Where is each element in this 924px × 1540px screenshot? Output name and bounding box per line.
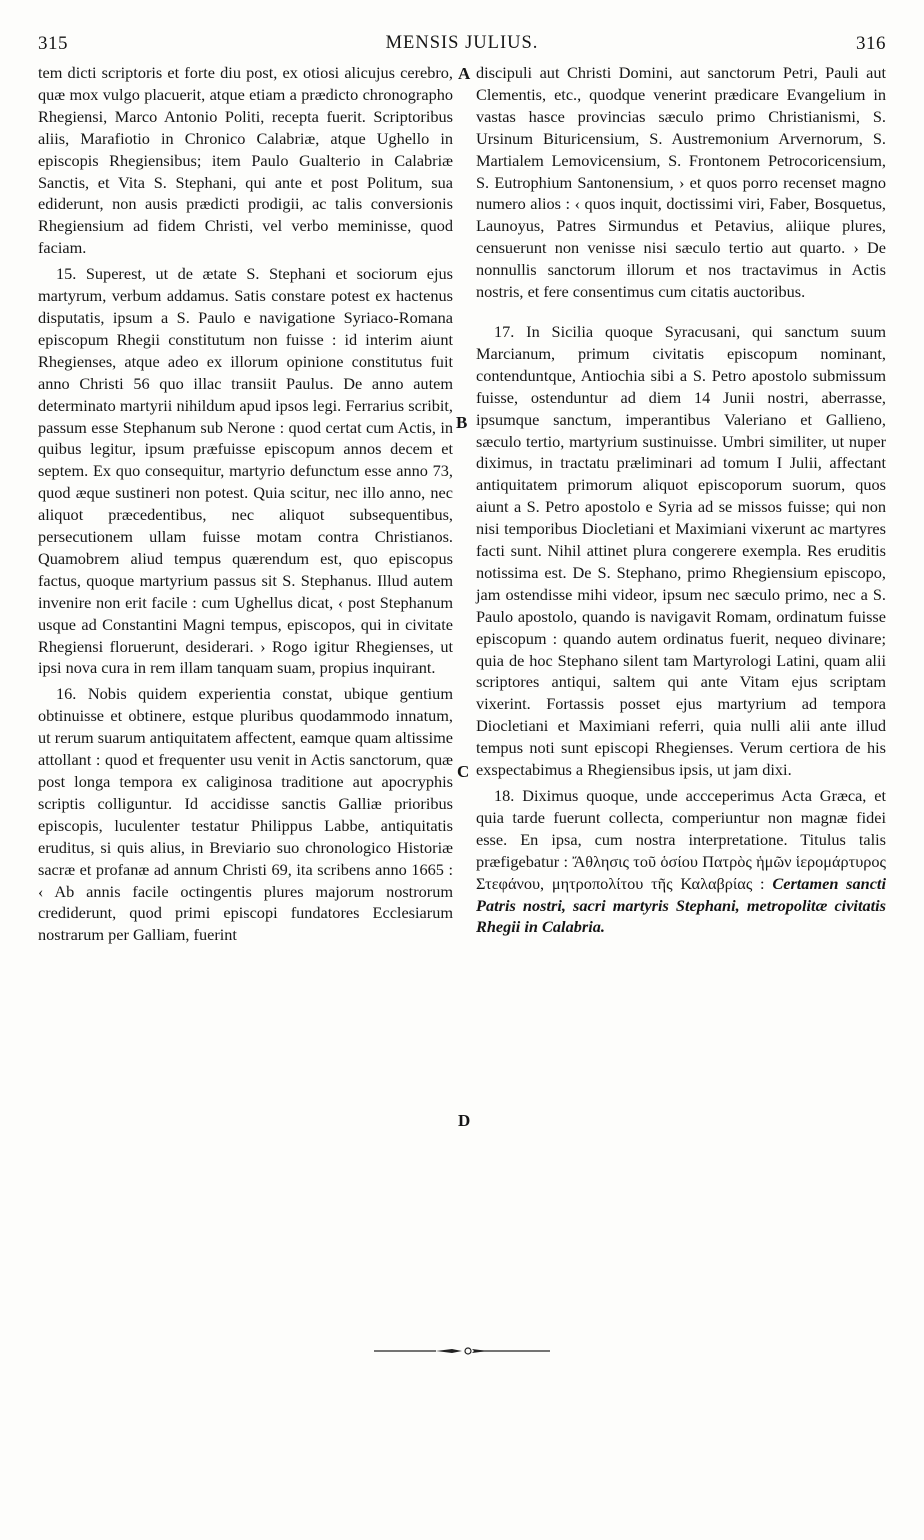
right-column — [476, 62, 886, 938]
paragraph-number: 17. — [494, 321, 515, 341]
paragraph-number: 15. — [56, 264, 77, 284]
paragraph-text: Superest, ut de ætate S. Stephani et sociorum ejus martyrum, verbum addamus. Satis constare potest ex hactenus disputatis, ipsum a S. Paulo e navigatione Syriaco-Romana episcopum Rhegii constitutum non fuisse : id interim aiunt Rhegienses, atque adeo ex illorum opinione constitutus fuit anno Christi 56 quo illac transiit Paulus. De anno autem determinato martyrii nihildum apud ipsos legi. Ferrarius scribit, passum esse Stephanum sub Nerone : quod certat cum Actis, in quibus legitur, ipsum præfuisse episcopum annos decem et septem. Ex quo consequitur, martyrio defunctum esse anno 73, quod æque sustineri non potest. Quia scitur, nec illo anno, nec aliquot præcedentibus, nec aliquot subsequentibus, persecutionem ullam fuisse motam contra Christianos. Quamobrem aliud tempus quærendum est, quo episcopus factus, quoque martyrium passus sit S. Stephanus. Illud autem invenire non erit facile : cum Ughellus dicat, ‹ post Stephanum usque ad Constantini Magni tempus, episcopos, qui in civitate Rhegiensi floruerunt, desiderari. › Rogo igitur Rhegienses, ut ipsi nova cura in rem illam tanquam suam, propius inquirant. — [38, 264, 453, 678]
page-number-right: 316 — [856, 33, 886, 54]
margin-letter-d: D — [458, 1111, 471, 1130]
paragraph-text: tem dicti scriptoris et forte diu post, ex otiosi alicujus cerebro, quæ mox vulgo placuerit, atque etiam a prædicto chronographo Rhegiensi, Marco Antonio Politi, recepta fuerit. Scriptoribus aliis, Marafiotio in Chronico Calabriæ, atque Ughello in episcopis Rhegiensibus; item Paulo Gualterio in Calabriæ Sanctis, et Vita S. Stephani, qui ante et post Politum, sua ediderunt, non ausis prædicti prodigii, ac talis conversionis Rhegiensium ad fidem Christi, vel verbo meminisse, quod faciam. — [38, 63, 453, 258]
left-column — [38, 62, 453, 946]
paragraph-number: 18. — [494, 786, 515, 805]
italic-translation: Certamen sancti Patris nostri, sacri martyris Stephani, metropolitæ civitatis Rhegii in Calabria. — [476, 873, 886, 937]
margin-letter-a: A — [458, 64, 471, 83]
running-header — [38, 33, 886, 59]
paragraph-text: Nobis quidem experientia constat, ubique gentium obtinuisse et obtinere, estque pluribus quodammodo innatum, ut rerum suarum antiquitatem affectent, eamque quam altissime attollant : quod et frequenter usu venit in Actis sanctorum, quæ post longa tempora ex caliginosa traditione aut apocryphis scriptis colliguntur. Id accidisse sanctis Galliæ prioribus episcopis, luculenter testatur Philippus Labbe, antiquitatis eruditus, si quis alius, in Breviario suo chronologico Historiæ sacræ et profanæ ad annum Christi 69, ita scribens anno 1665 : ‹ Ab annis facile octingentis plures majorum nostrorum crediderunt, quod primi episcopi fundatores Ecclesiarum nostrarum per Galliam, fuerint — [38, 684, 453, 945]
margin-letter-c: C — [457, 762, 470, 781]
running-title: MENSIS JULIUS. — [385, 33, 539, 53]
paragraph-text: discipuli aut Christi Domini, aut sanctorum Petri, Pauli aut Clementis, etc., quodque venerint prædicare Evangelium in vastas hasce provincias sæculo primo Christianismi, S. Ursinum Bituricensium, S. Austremonium Arvernorum, S. Martialem Lemovicensium, S. Frontonem Petrocoricensium, S. Eutrophium Santonensium, › et quos porro recenset magno numero alios : ‹ quos inquit, doctissimi viri, Faber, Bosquetus, Launoyus, Patres Sirmundus et Petavius, aliique plures, censuerunt non venisse nisi sæculo tertio aut quarto. › De nonnullis sanctorum illorum et nos tractavimus in Actis nostris, et fere consentimus cum citatis auctoribus. — [476, 63, 886, 302]
paragraph-17 — [476, 321, 886, 781]
paragraph-number: 16. — [56, 684, 77, 704]
ornamental-rule — [374, 1346, 550, 1356]
margin-letter-b: B — [456, 413, 468, 432]
paragraph-16 — [38, 683, 453, 946]
page-number-left: 315 — [38, 33, 68, 54]
paragraph-text: Diximus quoque, unde accceperimus Acta Græca, et quia tarde fuerunt collecta, comperiuntur non magnæ fidei esse. En ipsa, cum nostra interpretatione. Titulus talis præfigebatur : Ἄθλησις τοῦ ὁσίου Πατρὸς ἡμῶν ἱερομάρτυρος Στεφάνου, μητροπολίτου τῆς Καλαβρίας : — [476, 786, 886, 893]
paragraph-14-continued — [38, 62, 453, 259]
paragraph-16-continued — [476, 62, 886, 303]
paragraph-18 — [476, 785, 886, 938]
paragraph-15 — [38, 263, 453, 679]
paragraph-text: In Sicilia quoque Syracusani, qui sanctum suum Marcianum, primum civitatis episcopum nominant, contenduntque, Antiochia sibi a S. Petro apostolo submissum fuisse, ostenduntur ad diem 14 Junii nostri, aberrasse, ipsumque sanctum, imperantibus Valeriano et Gallieno, sæculo tertio, martyrium sustinuisse. Umbri similiter, ut nuper diximus, in tractatu præliminari ad tomum I Julii, affectant antiquitatem primorum aliquot episcoporum suorum, quos aiunt a S. Petro apostolo e Syria ad se missos fuisse; qui non nisi temporibus Diocletiani et Maximiani vixerunt ac martyres facti sunt. Nihil attinet plura congerere exempla. Res eruditis notissima est. De S. Stephano, primo Rhegiensium episcopo, jam ostendisse mihi videor, ipsum nec sæculo primo, nec a S. Paulo apostolo, quando is navigavit Romam, ordinatum fuisse episcopum : quando autem ordinatus fuerit, nequeo divinare; quia de hoc Stephano silent tam Martyrologi Latini, quam alii scriptores antiqui, saltem qui ante Vitam ejus scriptam vixerint. Fortassis posset ejus martyrium ad tempora Diocletiani et Maximiani referri, quia nulli alii ante illud tempus noti sunt episcopi Rhegienses. Verum certiora de his exspectabimus a Rhegiensibus ipsis, ut jam dixi. — [476, 321, 886, 780]
